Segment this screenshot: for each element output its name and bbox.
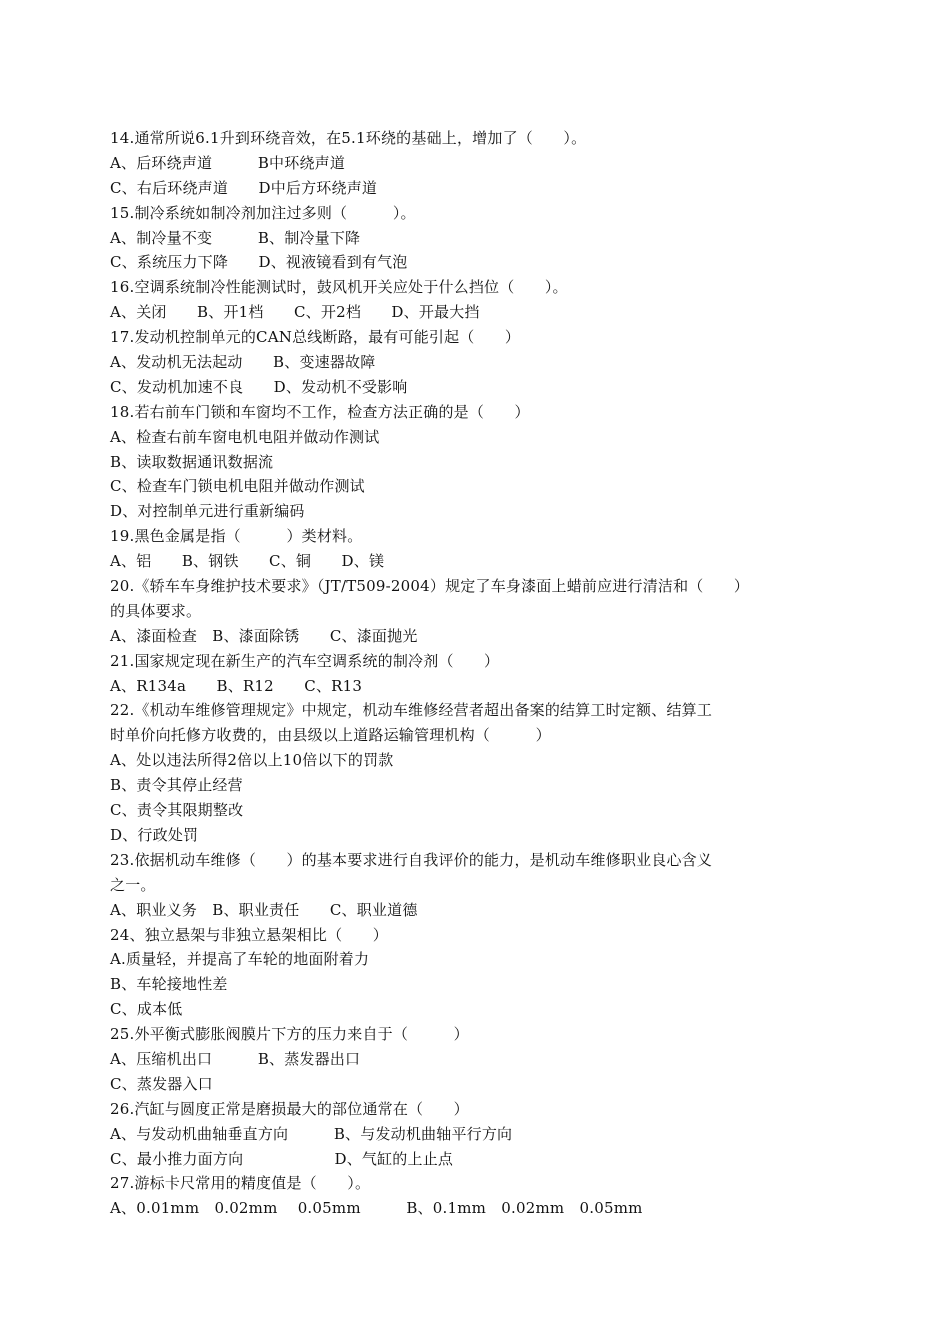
text-line: 17.发动机控制单元的CAN总线断路，最有可能引起（ ） <box>110 328 521 347</box>
text-line: C、检查车门锁电机电阻并做动作测试 <box>110 477 365 496</box>
text-line: A、处以违法所得2倍以上10倍以下的罚款 <box>110 751 394 770</box>
text-line: A、0.01mm 0.02mm 0.05mm B、0.1mm 0.02mm 0.05mm <box>110 1199 643 1218</box>
text-line: 16.空调系统制冷性能测试时，鼓风机开关应处于什么挡位（ ）。 <box>110 278 568 297</box>
text-line: A、铝 B、钢铁 C、铜 D、镁 <box>110 552 385 571</box>
text-line: 的具体要求。 <box>110 601 202 620</box>
text-line: 18.若右前车门锁和车窗均不工作，检查方法正确的是（ ） <box>110 402 530 421</box>
text-line: B、责令其停止经营 <box>110 776 243 795</box>
text-line: A.质量轻，并提高了车轮的地面附着力 <box>110 950 370 969</box>
text-line: C、蒸发器入口 <box>110 1074 213 1093</box>
text-line: 时单价向托修方收费的，由县级以上道路运输管理机构（ ） <box>110 726 551 745</box>
text-line: C、右后环绕声道 D中后方环绕声道 <box>110 178 378 197</box>
text-line: A、与发动机曲轴垂直方向 B、与发动机曲轴平行方向 <box>110 1124 513 1143</box>
question-list <box>110 126 810 1221</box>
text-line: 23.依据机动车维修（ ）的基本要求进行自我评价的能力，是机动车维修职业良心含义 <box>110 850 713 869</box>
text-line: A、关闭 B、开1档 C、开2档 D、开最大挡 <box>110 303 480 322</box>
text-line: 15.制冷系统如制冷剂加注过多则（ ）。 <box>110 203 416 222</box>
text-line: 24、独立悬架与非独立悬架相比（ ） <box>110 925 388 944</box>
text-line: B、读取数据通讯数据流 <box>110 452 274 471</box>
text-line: A、检查右前车窗电机电阻并做动作测试 <box>110 427 380 446</box>
text-line: A、发动机无法起动 B、变速器故障 <box>110 353 376 372</box>
text-line: C、发动机加速不良 D、发动机不受影响 <box>110 377 408 396</box>
text-line: 26.汽缸与圆度正常是磨损最大的部位通常在（ ） <box>110 1099 469 1118</box>
text-line: B、车轮接地性差 <box>110 975 228 994</box>
text-line: 之一。 <box>110 875 156 894</box>
text-line: 19.黑色金属是指（ ）类材料。 <box>110 527 363 546</box>
text-line: D、行政处罚 <box>110 825 199 844</box>
text-line: 21.国家规定现在新生产的汽车空调系统的制冷剂（ ） <box>110 651 500 670</box>
text-line: C、责令其限期整改 <box>110 801 244 820</box>
text-line: A、R134a B、R12 C、R13 <box>110 676 363 695</box>
text-line: A、后环绕声道 B中环绕声道 <box>110 153 346 172</box>
text-line: 27.游标卡尺常用的精度值是（ ）。 <box>110 1174 371 1193</box>
text-line: 20.《轿车车身维护技术要求》（JT/T509-2004）规定了车身漆面上蜡前应进行清洁和（ ） <box>110 577 750 596</box>
text-line: 25.外平衡式膨胀阀膜片下方的压力来自于（ ） <box>110 1025 469 1044</box>
text-line: C、系统压力下降 D、视液镜看到有气泡 <box>110 253 408 272</box>
text-line: A、制冷量不变 B、制冷量下降 <box>110 228 361 247</box>
text-line: 22.《机动车维修管理规定》中规定，机动车维修经营者超出备案的结算工时定额、结算工 <box>110 701 713 720</box>
text-line: D、对控制单元进行重新编码 <box>110 502 305 521</box>
text-line: A、职业义务 B、职业责任 C、职业道德 <box>110 900 418 919</box>
text-line: A、压缩机出口 B、蒸发器出口 <box>110 1049 361 1068</box>
text-line: C、最小推力面方向 D、气缸的上止点 <box>110 1149 454 1168</box>
text-line: C、成本低 <box>110 1000 183 1019</box>
text-line: A、漆面检查 B、漆面除锈 C、漆面抛光 <box>110 626 418 645</box>
text-line: 14.通常所说6.1升到环绕音效，在5.1环绕的基础上，增加了（ ）。 <box>110 129 587 147</box>
